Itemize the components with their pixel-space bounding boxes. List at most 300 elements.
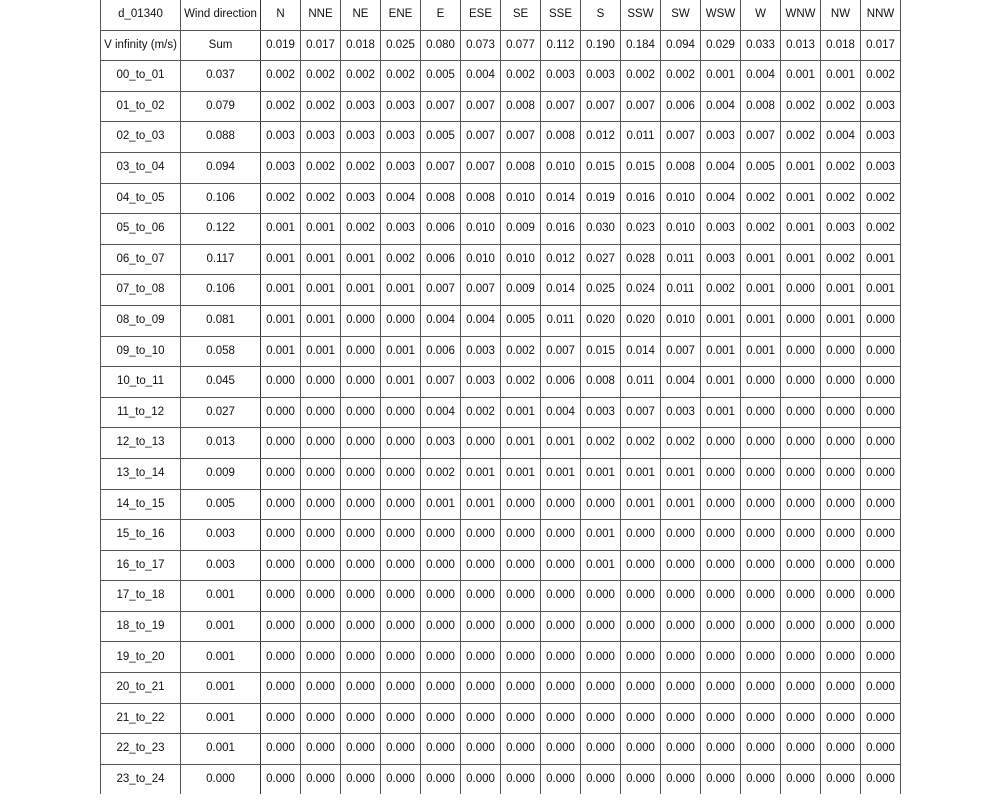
frequency-cell: 0.012 [541, 244, 581, 275]
frequency-cell: 0.000 [261, 520, 301, 551]
frequency-cell: 0.001 [501, 458, 541, 489]
frequency-cell: 0.007 [421, 91, 461, 122]
speed-bin-label: 18_to_19 [101, 611, 181, 642]
frequency-cell: 0.000 [661, 673, 701, 704]
frequency-cell: 0.000 [861, 428, 901, 459]
frequency-cell: 0.019 [581, 183, 621, 214]
frequency-cell: 0.020 [581, 305, 621, 336]
direction-total: 0.184 [621, 30, 661, 61]
frequency-cell: 0.016 [541, 214, 581, 245]
frequency-cell: 0.001 [301, 214, 341, 245]
frequency-cell: 0.000 [421, 520, 461, 551]
direction-total: 0.033 [741, 30, 781, 61]
frequency-cell: 0.000 [341, 428, 381, 459]
frequency-cell: 0.000 [621, 550, 661, 581]
frequency-cell: 0.000 [341, 520, 381, 551]
frequency-cell: 0.006 [421, 244, 461, 275]
frequency-cell: 0.000 [341, 611, 381, 642]
row-sum: 0.005 [181, 489, 261, 520]
direction-total: 0.112 [541, 30, 581, 61]
frequency-cell: 0.007 [461, 122, 501, 153]
frequency-cell: 0.000 [701, 428, 741, 459]
direction-header: NNW [861, 0, 901, 30]
frequency-cell: 0.000 [581, 703, 621, 734]
frequency-cell: 0.007 [461, 91, 501, 122]
frequency-cell: 0.025 [581, 275, 621, 306]
frequency-cell: 0.006 [421, 214, 461, 245]
table-row [101, 520, 901, 551]
frequency-cell: 0.000 [421, 764, 461, 794]
frequency-cell: 0.002 [301, 61, 341, 92]
frequency-cell: 0.001 [701, 305, 741, 336]
direction-header: ESE [461, 0, 501, 30]
frequency-cell: 0.000 [661, 520, 701, 551]
frequency-cell: 0.005 [741, 152, 781, 183]
frequency-cell: 0.000 [301, 703, 341, 734]
frequency-cell: 0.000 [781, 275, 821, 306]
frequency-cell: 0.000 [741, 458, 781, 489]
frequency-cell: 0.000 [381, 734, 421, 765]
frequency-cell: 0.000 [461, 673, 501, 704]
frequency-cell: 0.003 [421, 428, 461, 459]
row-sum: 0.001 [181, 703, 261, 734]
frequency-cell: 0.000 [781, 367, 821, 398]
frequency-cell: 0.000 [661, 703, 701, 734]
frequency-cell: 0.000 [341, 734, 381, 765]
frequency-cell: 0.000 [661, 581, 701, 612]
frequency-cell: 0.001 [541, 428, 581, 459]
frequency-cell: 0.001 [341, 275, 381, 306]
frequency-cell: 0.000 [861, 550, 901, 581]
frequency-cell: 0.000 [301, 520, 341, 551]
frequency-cell: 0.002 [261, 61, 301, 92]
frequency-cell: 0.000 [341, 397, 381, 428]
speed-bin-label: 03_to_04 [101, 152, 181, 183]
frequency-cell: 0.000 [261, 734, 301, 765]
frequency-cell: 0.000 [301, 734, 341, 765]
speed-bin-label: 09_to_10 [101, 336, 181, 367]
frequency-cell: 0.004 [461, 305, 501, 336]
frequency-cell: 0.000 [781, 489, 821, 520]
frequency-cell: 0.004 [821, 122, 861, 153]
frequency-cell: 0.001 [501, 397, 541, 428]
frequency-cell: 0.011 [661, 244, 701, 275]
frequency-cell: 0.000 [301, 489, 341, 520]
frequency-cell: 0.001 [381, 275, 421, 306]
row-sum: 0.122 [181, 214, 261, 245]
frequency-cell: 0.000 [701, 550, 741, 581]
totals-row [101, 30, 901, 61]
frequency-cell: 0.012 [581, 122, 621, 153]
frequency-cell: 0.000 [861, 367, 901, 398]
frequency-cell: 0.003 [301, 122, 341, 153]
table-row [101, 244, 901, 275]
frequency-cell: 0.001 [341, 244, 381, 275]
frequency-cell: 0.000 [741, 673, 781, 704]
frequency-cell: 0.000 [421, 581, 461, 612]
direction-header: WSW [701, 0, 741, 30]
frequency-cell: 0.000 [621, 520, 661, 551]
frequency-cell: 0.000 [381, 642, 421, 673]
frequency-cell: 0.000 [821, 764, 861, 794]
frequency-cell: 0.000 [741, 489, 781, 520]
frequency-cell: 0.008 [581, 367, 621, 398]
frequency-cell: 0.000 [381, 581, 421, 612]
frequency-cell: 0.010 [661, 183, 701, 214]
frequency-cell: 0.002 [661, 61, 701, 92]
frequency-cell: 0.007 [741, 122, 781, 153]
frequency-cell: 0.000 [821, 673, 861, 704]
frequency-cell: 0.000 [341, 489, 381, 520]
table-row [101, 489, 901, 520]
table-row [101, 305, 901, 336]
frequency-cell: 0.000 [661, 764, 701, 794]
direction-header: SSW [621, 0, 661, 30]
frequency-cell: 0.014 [541, 275, 581, 306]
frequency-cell: 0.000 [341, 673, 381, 704]
frequency-cell: 0.003 [861, 152, 901, 183]
direction-total: 0.025 [381, 30, 421, 61]
frequency-cell: 0.000 [541, 550, 581, 581]
frequency-cell: 0.000 [741, 367, 781, 398]
frequency-cell: 0.000 [581, 734, 621, 765]
frequency-cell: 0.001 [741, 275, 781, 306]
frequency-cell: 0.000 [661, 734, 701, 765]
frequency-cell: 0.001 [661, 458, 701, 489]
frequency-cell: 0.002 [421, 458, 461, 489]
frequency-cell: 0.000 [461, 428, 501, 459]
frequency-cell: 0.000 [381, 611, 421, 642]
frequency-cell: 0.000 [261, 428, 301, 459]
frequency-cell: 0.000 [621, 734, 661, 765]
direction-total: 0.073 [461, 30, 501, 61]
frequency-cell: 0.027 [581, 244, 621, 275]
frequency-cell: 0.000 [861, 611, 901, 642]
speed-bin-label: 02_to_03 [101, 122, 181, 153]
frequency-cell: 0.000 [781, 581, 821, 612]
frequency-cell: 0.004 [461, 61, 501, 92]
frequency-cell: 0.007 [501, 122, 541, 153]
frequency-cell: 0.000 [741, 397, 781, 428]
frequency-cell: 0.002 [781, 91, 821, 122]
frequency-cell: 0.002 [381, 244, 421, 275]
table-row [101, 275, 901, 306]
speed-bin-label: 20_to_21 [101, 673, 181, 704]
frequency-cell: 0.000 [301, 764, 341, 794]
frequency-cell: 0.000 [781, 458, 821, 489]
frequency-cell: 0.000 [821, 489, 861, 520]
frequency-cell: 0.000 [621, 581, 661, 612]
frequency-cell: 0.000 [661, 642, 701, 673]
frequency-cell: 0.003 [661, 397, 701, 428]
frequency-cell: 0.000 [381, 764, 421, 794]
frequency-cell: 0.000 [821, 703, 861, 734]
frequency-cell: 0.000 [381, 397, 421, 428]
frequency-cell: 0.002 [381, 61, 421, 92]
frequency-cell: 0.000 [821, 520, 861, 551]
row-sum: 0.001 [181, 581, 261, 612]
frequency-cell: 0.000 [781, 611, 821, 642]
direction-total: 0.029 [701, 30, 741, 61]
row-sum: 0.013 [181, 428, 261, 459]
frequency-cell: 0.000 [781, 428, 821, 459]
row-sum: 0.106 [181, 183, 261, 214]
direction-header: N [261, 0, 301, 30]
frequency-cell: 0.002 [341, 61, 381, 92]
frequency-cell: 0.003 [461, 336, 501, 367]
direction-header: S [581, 0, 621, 30]
frequency-cell: 0.000 [301, 550, 341, 581]
frequency-cell: 0.002 [621, 61, 661, 92]
frequency-cell: 0.002 [261, 183, 301, 214]
direction-total: 0.017 [301, 30, 341, 61]
frequency-cell: 0.000 [341, 305, 381, 336]
speed-bin-label: 16_to_17 [101, 550, 181, 581]
speed-bin-label: 13_to_14 [101, 458, 181, 489]
speed-bin-label: 06_to_07 [101, 244, 181, 275]
frequency-cell: 0.005 [421, 122, 461, 153]
frequency-cell: 0.000 [341, 764, 381, 794]
frequency-cell: 0.000 [541, 673, 581, 704]
frequency-cell: 0.001 [741, 336, 781, 367]
row-sum: 0.001 [181, 642, 261, 673]
frequency-cell: 0.003 [861, 91, 901, 122]
direction-header: SE [501, 0, 541, 30]
frequency-cell: 0.007 [621, 397, 661, 428]
frequency-cell: 0.004 [541, 397, 581, 428]
frequency-cell: 0.003 [381, 91, 421, 122]
frequency-cell: 0.006 [661, 91, 701, 122]
frequency-cell: 0.000 [381, 489, 421, 520]
speed-bin-label: 17_to_18 [101, 581, 181, 612]
frequency-cell: 0.001 [741, 305, 781, 336]
frequency-cell: 0.014 [621, 336, 661, 367]
frequency-cell: 0.000 [501, 703, 541, 734]
frequency-cell: 0.024 [621, 275, 661, 306]
frequency-cell: 0.000 [461, 611, 501, 642]
direction-total: 0.017 [861, 30, 901, 61]
frequency-cell: 0.001 [781, 214, 821, 245]
speed-bin-label: 22_to_23 [101, 734, 181, 765]
frequency-cell: 0.000 [341, 642, 381, 673]
row-sum: 0.079 [181, 91, 261, 122]
frequency-cell: 0.002 [741, 214, 781, 245]
frequency-cell: 0.001 [461, 458, 501, 489]
frequency-cell: 0.001 [461, 489, 501, 520]
speed-bin-label: 10_to_11 [101, 367, 181, 398]
direction-header: SW [661, 0, 701, 30]
frequency-cell: 0.000 [621, 703, 661, 734]
table-row [101, 91, 901, 122]
direction-total: 0.019 [261, 30, 301, 61]
frequency-cell: 0.002 [501, 61, 541, 92]
frequency-cell: 0.000 [861, 764, 901, 794]
frequency-cell: 0.003 [701, 244, 741, 275]
frequency-cell: 0.010 [661, 214, 701, 245]
row-sum: 0.009 [181, 458, 261, 489]
frequency-cell: 0.003 [581, 61, 621, 92]
frequency-cell: 0.000 [301, 458, 341, 489]
frequency-cell: 0.001 [301, 244, 341, 275]
frequency-cell: 0.000 [821, 581, 861, 612]
frequency-cell: 0.000 [701, 703, 741, 734]
frequency-cell: 0.001 [581, 520, 621, 551]
frequency-cell: 0.000 [821, 428, 861, 459]
frequency-cell: 0.000 [501, 764, 541, 794]
row-sum: 0.003 [181, 550, 261, 581]
frequency-cell: 0.007 [541, 336, 581, 367]
direction-header: ENE [381, 0, 421, 30]
frequency-cell: 0.030 [581, 214, 621, 245]
frequency-cell: 0.000 [301, 642, 341, 673]
frequency-cell: 0.002 [821, 183, 861, 214]
frequency-cell: 0.007 [421, 152, 461, 183]
direction-total: 0.013 [781, 30, 821, 61]
frequency-cell: 0.008 [661, 152, 701, 183]
sum-label: Sum [181, 30, 261, 61]
direction-header: NE [341, 0, 381, 30]
frequency-cell: 0.000 [541, 734, 581, 765]
frequency-cell: 0.002 [501, 367, 541, 398]
frequency-cell: 0.001 [781, 61, 821, 92]
row-sum: 0.117 [181, 244, 261, 275]
frequency-cell: 0.000 [781, 734, 821, 765]
frequency-cell: 0.000 [421, 611, 461, 642]
frequency-cell: 0.003 [541, 61, 581, 92]
frequency-cell: 0.000 [861, 703, 901, 734]
speed-bin-label: 15_to_16 [101, 520, 181, 551]
frequency-cell: 0.000 [461, 520, 501, 551]
frequency-cell: 0.000 [261, 673, 301, 704]
frequency-cell: 0.015 [581, 336, 621, 367]
frequency-cell: 0.011 [661, 275, 701, 306]
frequency-cell: 0.008 [501, 91, 541, 122]
frequency-cell: 0.000 [701, 520, 741, 551]
direction-total: 0.080 [421, 30, 461, 61]
frequency-cell: 0.010 [541, 152, 581, 183]
frequency-cell: 0.000 [781, 520, 821, 551]
frequency-cell: 0.016 [621, 183, 661, 214]
direction-total: 0.018 [341, 30, 381, 61]
frequency-cell: 0.001 [821, 305, 861, 336]
frequency-cell: 0.003 [261, 152, 301, 183]
frequency-cell: 0.000 [261, 550, 301, 581]
frequency-cell: 0.000 [701, 642, 741, 673]
row-sum: 0.001 [181, 611, 261, 642]
direction-total: 0.094 [661, 30, 701, 61]
frequency-cell: 0.000 [341, 550, 381, 581]
frequency-cell: 0.000 [501, 642, 541, 673]
frequency-cell: 0.000 [741, 428, 781, 459]
frequency-cell: 0.015 [581, 152, 621, 183]
frequency-cell: 0.011 [621, 367, 661, 398]
frequency-cell: 0.007 [621, 91, 661, 122]
frequency-cell: 0.006 [541, 367, 581, 398]
frequency-cell: 0.003 [341, 91, 381, 122]
frequency-cell: 0.000 [541, 520, 581, 551]
frequency-cell: 0.002 [341, 152, 381, 183]
table-row [101, 550, 901, 581]
frequency-cell: 0.002 [861, 214, 901, 245]
frequency-cell: 0.008 [501, 152, 541, 183]
frequency-cell: 0.000 [861, 581, 901, 612]
frequency-cell: 0.003 [701, 214, 741, 245]
frequency-cell: 0.000 [781, 305, 821, 336]
frequency-cell: 0.000 [861, 336, 901, 367]
frequency-cell: 0.003 [581, 397, 621, 428]
frequency-cell: 0.000 [341, 367, 381, 398]
frequency-cell: 0.007 [661, 336, 701, 367]
table-row [101, 611, 901, 642]
row-sum: 0.088 [181, 122, 261, 153]
frequency-cell: 0.000 [781, 336, 821, 367]
frequency-cell: 0.000 [381, 458, 421, 489]
frequency-cell: 0.000 [261, 764, 301, 794]
table-row [101, 734, 901, 765]
frequency-cell: 0.002 [861, 61, 901, 92]
frequency-cell: 0.000 [261, 397, 301, 428]
frequency-cell: 0.000 [341, 336, 381, 367]
frequency-cell: 0.000 [861, 642, 901, 673]
frequency-cell: 0.001 [581, 550, 621, 581]
table-row [101, 458, 901, 489]
speed-bin-label: 21_to_22 [101, 703, 181, 734]
frequency-cell: 0.002 [301, 183, 341, 214]
table-row [101, 122, 901, 153]
frequency-cell: 0.000 [301, 397, 341, 428]
frequency-cell: 0.001 [661, 489, 701, 520]
frequency-cell: 0.007 [421, 275, 461, 306]
table-row [101, 152, 901, 183]
frequency-cell: 0.000 [781, 764, 821, 794]
frequency-cell: 0.000 [701, 458, 741, 489]
frequency-cell: 0.000 [821, 550, 861, 581]
table-row [101, 397, 901, 428]
frequency-cell: 0.000 [861, 734, 901, 765]
frequency-cell: 0.000 [581, 611, 621, 642]
row-sum: 0.001 [181, 734, 261, 765]
frequency-cell: 0.000 [301, 428, 341, 459]
frequency-cell: 0.028 [621, 244, 661, 275]
frequency-cell: 0.004 [741, 61, 781, 92]
frequency-cell: 0.000 [341, 458, 381, 489]
frequency-cell: 0.008 [541, 122, 581, 153]
table-row [101, 336, 901, 367]
frequency-cell: 0.004 [661, 367, 701, 398]
frequency-cell: 0.000 [741, 703, 781, 734]
frequency-cell: 0.001 [581, 458, 621, 489]
frequency-cell: 0.010 [461, 244, 501, 275]
frequency-cell: 0.000 [621, 611, 661, 642]
frequency-cell: 0.000 [461, 642, 501, 673]
frequency-cell: 0.001 [821, 61, 861, 92]
frequency-cell: 0.001 [701, 367, 741, 398]
frequency-cell: 0.000 [261, 581, 301, 612]
frequency-cell: 0.001 [861, 244, 901, 275]
table-row [101, 367, 901, 398]
frequency-cell: 0.000 [461, 764, 501, 794]
direction-header: E [421, 0, 461, 30]
frequency-cell: 0.007 [661, 122, 701, 153]
frequency-cell: 0.000 [501, 673, 541, 704]
frequency-cell: 0.002 [461, 397, 501, 428]
frequency-cell: 0.000 [541, 611, 581, 642]
frequency-cell: 0.004 [701, 91, 741, 122]
frequency-cell: 0.000 [741, 581, 781, 612]
frequency-cell: 0.002 [341, 214, 381, 245]
row-sum: 0.037 [181, 61, 261, 92]
speed-label: V infinity (m/s) [101, 30, 181, 61]
